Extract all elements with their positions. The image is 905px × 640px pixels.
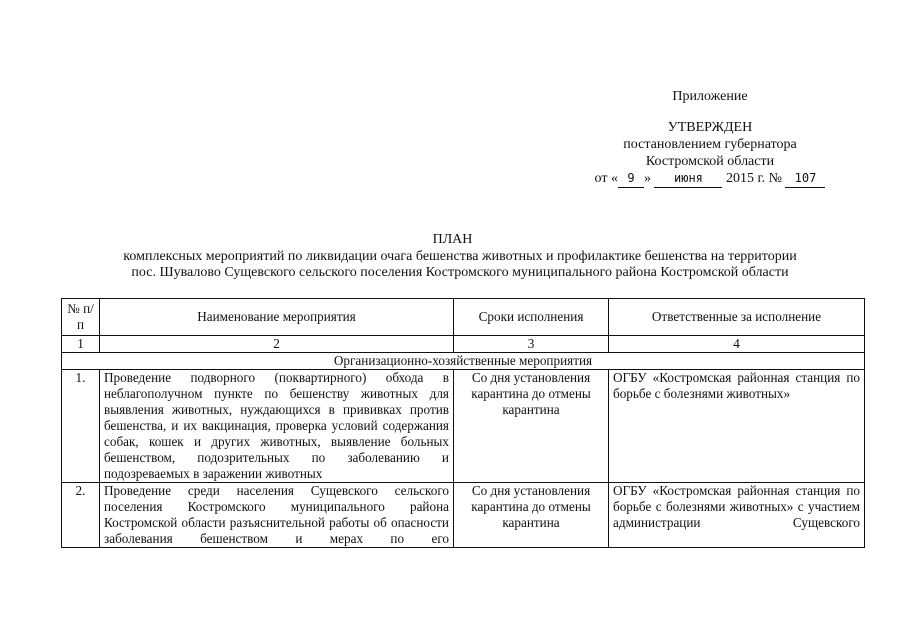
date-month: июня — [654, 170, 722, 188]
section-title: Организационно-хозяйственные мероприятия — [62, 353, 865, 370]
date-day: 9 — [618, 170, 644, 188]
approval-date — [560, 170, 860, 188]
plan-title: ПЛАН — [432, 232, 473, 247]
row-name: Проведение среди населения Сущевского сельского поселения Костромского муниципального района Костромской области разъяснительной работы об опасности заболевания бешенством и мерах по его — [100, 483, 454, 548]
table-row — [62, 370, 865, 483]
row-deadline: Со дня установления карантина до отмены карантина — [454, 483, 609, 548]
column-number: 2 — [100, 336, 454, 353]
table-header-row — [62, 299, 865, 336]
date-day-close: » — [643, 171, 651, 186]
row-num: 2. — [62, 483, 100, 548]
decree-number: 107 — [785, 170, 825, 188]
row-num: 1. — [62, 370, 100, 483]
header-responsible: Ответственные за исполнение — [609, 299, 865, 336]
column-number: 1 — [62, 336, 100, 353]
appendix-label: Приложение — [672, 89, 748, 104]
plan-subtitle — [80, 249, 840, 281]
approval-block — [560, 88, 860, 188]
row-responsible: ОГБУ «Костромская районная станция по борьбе с болезнями животных» — [609, 370, 865, 483]
plan-subtitle-line1: комплексных мероприятий по ликвидации очага бешенства животных и профилактике бешенства на территории — [123, 249, 797, 264]
column-number-row — [62, 336, 865, 353]
approved-by-line: постановлением губернатора — [623, 137, 797, 152]
row-name: Проведение подворного (поквартирного) обхода в неблагополучном пункте по бешенству животных для выявления животных, нуждающихся в прививках против бешенства, и их вакцинация, проверка условий содержания собак, кошек и других животных, выявление больных бешенством, подозрительных по заболеванию и подозреваемых в заражении животных — [100, 370, 454, 483]
row-deadline: Со дня установления карантина до отмены карантина — [454, 370, 609, 483]
header-name: Наименование мероприятия — [100, 299, 454, 336]
date-year: 2015 г. № — [725, 171, 782, 186]
header-num: № п/п — [62, 299, 100, 336]
table-row — [62, 483, 865, 548]
column-number: 3 — [454, 336, 609, 353]
column-number: 4 — [609, 336, 865, 353]
date-prefix: от « — [594, 171, 618, 186]
row-responsible: ОГБУ «Костромская районная станция по борьбе с болезнями животных» с участием администрации Сущевского — [609, 483, 865, 548]
plan-subtitle-line2: пос. Шувалово Сущевского сельского поселения Костромского муниципального района Костромской области — [131, 265, 789, 280]
plan-table — [61, 298, 865, 548]
region-line: Костромской области — [645, 154, 775, 169]
section-row — [62, 353, 865, 370]
header-deadline: Сроки исполнения — [454, 299, 609, 336]
approved-label: УТВЕРЖДЕН — [667, 120, 753, 135]
